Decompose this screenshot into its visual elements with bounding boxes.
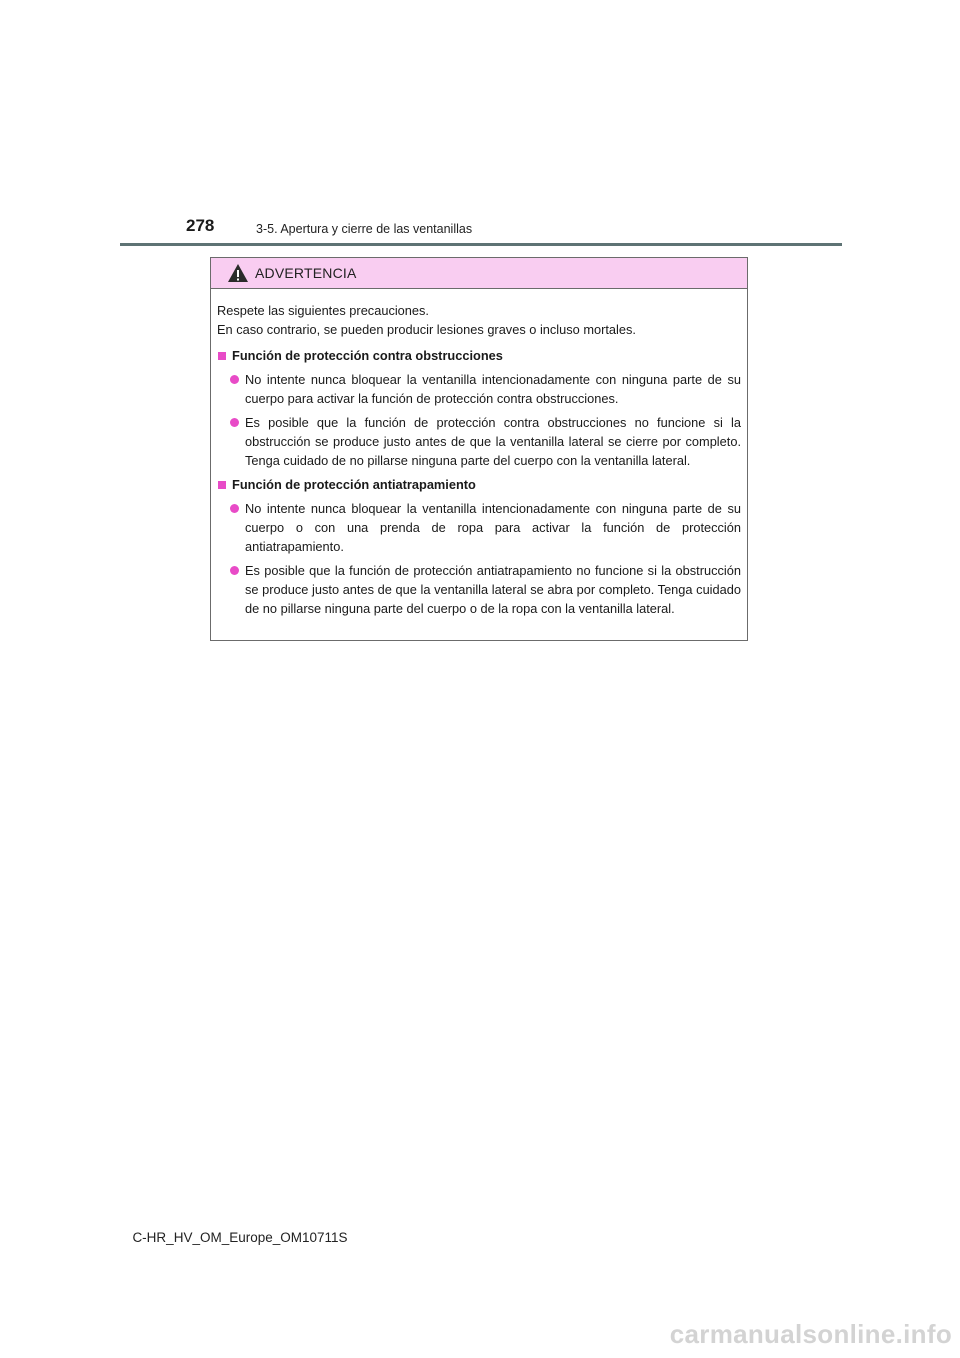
warning-body (211, 289, 747, 618)
list-item (229, 370, 741, 408)
list-item (229, 499, 741, 556)
warning-box (210, 257, 748, 641)
square-bullet-icon (218, 352, 226, 360)
circle-bullet-icon (230, 504, 239, 513)
list-item-text: No intente nunca bloquear la ventanilla intencionadamente con ninguna parte de su cuerpo o con una prenda de ropa para activar la función de protección antiatrapamiento. (245, 501, 741, 554)
list-item-text: No intente nunca bloquear la ventanilla intencionadamente con ninguna parte de su cuerpo para activar la función de protección contra obstrucciones. (245, 372, 741, 406)
header-rule (120, 243, 842, 246)
section-heading-text: Función de protección antiatrapamiento (232, 477, 476, 492)
intro-line: En caso contrario, se pueden producir lesiones graves o incluso mortales. (217, 322, 636, 337)
section-heading (217, 346, 741, 365)
section-title: 3-5. Apertura y cierre de las ventanillas (256, 222, 473, 236)
warning-triangle-icon (227, 263, 249, 283)
document-code: C-HR_HV_OM_Europe_OM10711S (132, 1230, 348, 1245)
section-heading-text: Función de protección contra obstrucciones (232, 348, 503, 363)
square-bullet-icon (218, 481, 226, 489)
site-watermark: carmanualsonline.info (669, 1319, 952, 1349)
section-heading (217, 475, 741, 494)
circle-bullet-icon (230, 418, 239, 427)
list-item-text: Es posible que la función de protección contra obstrucciones no funcione si la obstrucción se produce justo antes de que la ventanilla lateral se cierre por completo. Tenga cuidado de no pillarse ninguna parte del cuerpo con la ventanilla lateral. (245, 415, 741, 468)
list-item-text: Es posible que la función de protección antiatrapamiento no funcione si la obstrucción se produce justo antes de que la ventanilla lateral se abra por completo. Tenga cuidado de no pillarse ninguna parte del cuerpo o de la ropa con la ventanilla lateral. (245, 563, 741, 616)
circle-bullet-icon (230, 375, 239, 384)
intro-line: Respete las siguientes precauciones. (217, 303, 429, 318)
page-number: 278 (186, 216, 215, 235)
warning-header (211, 258, 747, 289)
circle-bullet-icon (230, 566, 239, 575)
warning-title: ADVERTENCIA (255, 265, 357, 281)
list-item (229, 413, 741, 470)
intro-text (217, 301, 741, 339)
list-item (229, 561, 741, 618)
